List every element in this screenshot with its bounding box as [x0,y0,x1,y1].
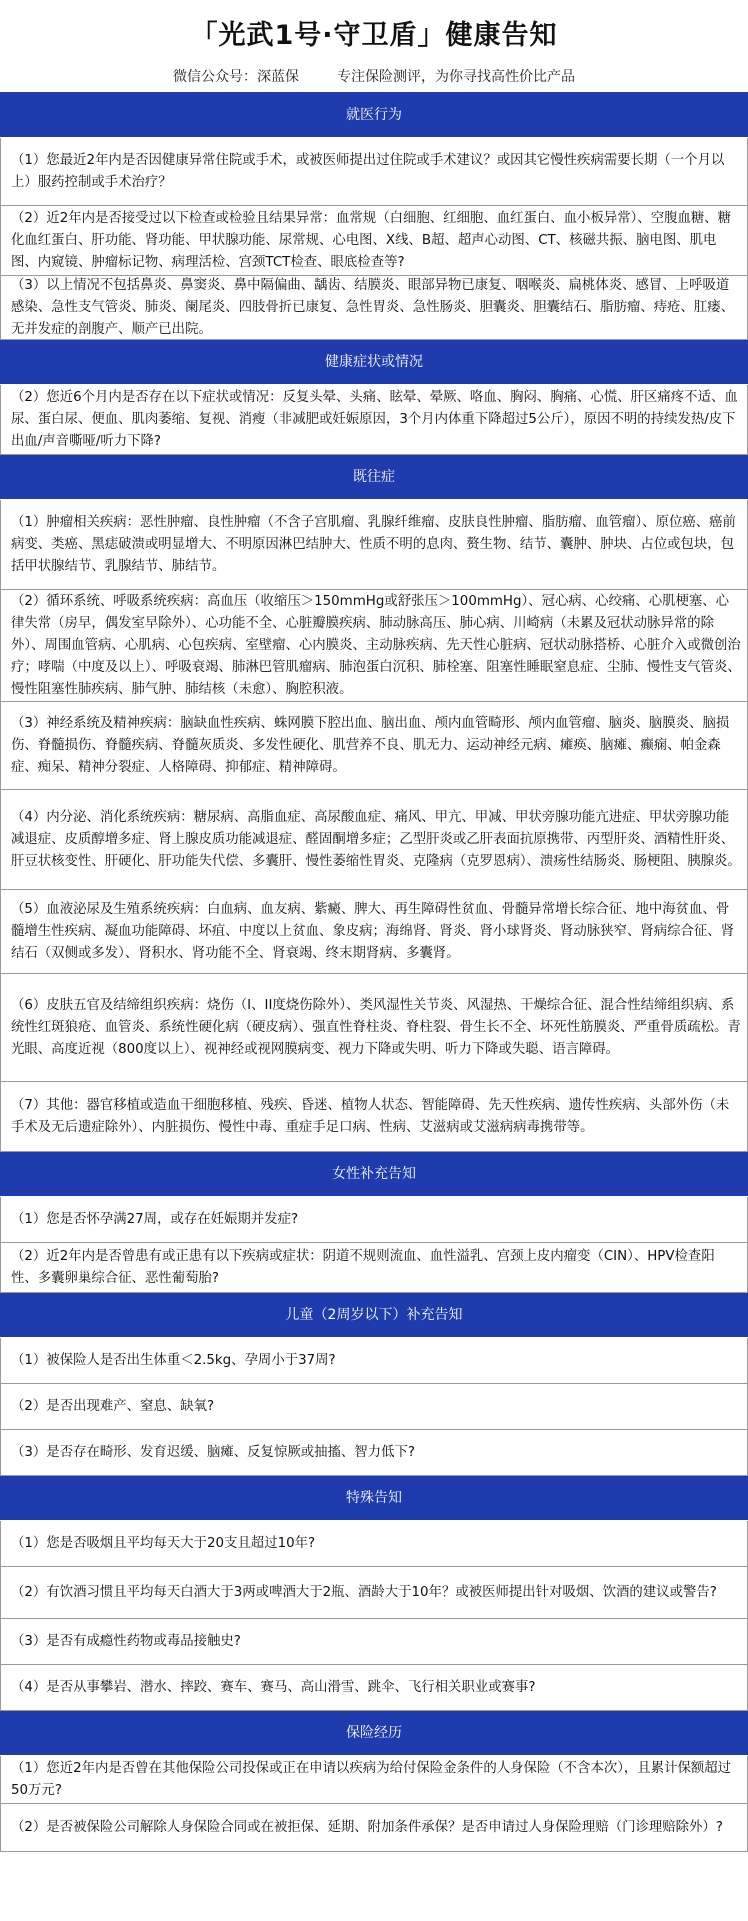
section-header-history: 既往症 [0,455,748,500]
section-header-symptoms: 健康症状或情况 [0,340,748,385]
question-row: （1）您最近2年内是否因健康异常住院或手术，或被医师提出过住院或手术建议？或因其它慢性疾病需要长期（一个月以上）服药控制或手术治疗？ [0,138,748,206]
question-row: （3）以上情况不包括鼻炎、鼻窦炎、鼻中隔偏曲、龋齿、结膜炎、眼部异物已康复、咽喉炎、扁桃体炎、感冒、上呼吸道感染、急性支气管炎、肺炎、阑尾炎、四肢骨折已康复、急性胃炎、急性肠炎、胆囊炎、胆囊结石、脂肪瘤、痔疮、肛瘘、无并发症的剖腹产、顺产已出院。 [0,276,748,340]
question-row: （2）是否被保险公司解除人身保险合同或在被拒保、延期、附加条件承保？是否申请过人身保险理赔（门诊理赔除外）? [0,1804,748,1852]
section-header-female: 女性补充告知 [0,1152,748,1197]
wechat-account: 微信公众号：深蓝保 [173,69,299,85]
question-row: （2）近2年内是否接受过以下检查或检验且结果异常：血常规（白细胞、红细胞、血红蛋白、血小板异常）、空腹血糖、糖化血红蛋白、肝功能、肾功能、甲状腺功能、尿常规、心电图、X线、B超、超声心动图、CT、核磁共振、脑电图、肌电图、内窥镜、肿瘤标记物、病理活检、宫颈TCT检查、眼底检查等? [0,206,748,276]
question-row: （1）被保险人是否出生体重＜2.5kg、孕周小于37周? [0,1338,748,1384]
question-row: （1）您是否吸烟且平均每天大于20支且超过10年? [0,1521,748,1567]
question-row: （5）血液泌尿及生殖系统疾病：白血病、血友病、紫癜、脾大、再生障碍性贫血、骨髓异常增长综合征、地中海贫血、骨髓增生性疾病、凝血功能障碍、坏疽、中度以上贫血、象皮病；海绵肾、肾炎、肾小球肾炎、肾动脉狭窄、肾病综合征、肾结石（双侧或多发）、肾积水、肾功能不全、肾衰竭、终末期肾病、多囊肾。 [0,890,748,974]
notice-table [0,92,748,1852]
question-row: （3）是否存在畸形、发育迟缓、脑瘫、反复惊厥或抽搐、智力低下? [0,1430,748,1476]
question-row: （1）肿瘤相关疾病：恶性肿瘤、良性肿瘤（不含子宫肌瘤、乳腺纤维瘤、皮肤良性肿瘤、脂肪瘤、血管瘤）、原位癌、癌前病变、类癌、黑痣破溃或明显增大、不明原因淋巴结肿大、性质不明的息肉、赘生物、结节、囊肿、肿块、占位或包块，包括甲状腺结节、乳腺结节、肺结节。 [0,500,748,590]
page-title: 「光武1号·守卫盾」健康告知 [190,20,558,51]
section-header-medical: 就医行为 [0,93,748,138]
page-subtitle [0,66,748,86]
question-row: （2）循环系统、呼吸系统疾病：高血压（收缩压＞150mmHg或舒张压＞100mmHg）、冠心病、心绞痛、心肌梗塞、心律失常（房早，偶发室早除外）、心功能不全、心脏瓣膜疾病、肺动脉高压、肺心病、川崎病（未累及冠状动脉异常的除外）、周围血管病、心肌病、心包疾病、室壁瘤、心内膜炎、主动脉疾病、先天性心脏病、冠状动脉搭桥、心脏介入或微创治疗；哮喘（中度及以上）、呼吸衰竭、肺淋巴管肌瘤病、肺泡蛋白沉积、肺栓塞、阻塞性睡眠窒息症、尘肺、慢性支气管炎、慢性阻塞性肺疾病、肺气肿、肺结核（未愈）、胸腔积液。 [0,590,748,702]
page-header [0,0,748,92]
section-header-insurance: 保险经历 [0,1711,748,1756]
question-row: （2）近2年内是否曾患有或正患有以下疾病或症状：阴道不规则流血、血性溢乳、宫颈上皮内瘤变（CIN）、HPV检查阳性、多囊卵巢综合征、恶性葡萄胎? [0,1243,748,1293]
question-row: （2）您近6个月内是否存在以下症状或情况：反复头晕、头痛、眩晕、晕厥、咯血、胸闷、胸痛、心慌、肝区痛疼不适、血尿、蛋白尿、便血、肌肉萎缩、复视、消瘦（非减肥或妊娠原因，3个月内体重下降超过5公斤），原因不明的持续发热/皮下出血/声音嘶哑/听力下降? [0,385,748,455]
question-row: （1）您近2年内是否曾在其他保险公司投保或正在申请以疾病为给付保险金条件的人身保险（不含本次），且累计保额超过50万元? [0,1756,748,1804]
question-row: （4）是否从事攀岩、潜水、摔跤、赛车、赛马、高山滑雪、跳伞、飞行相关职业或赛事? [0,1665,748,1711]
question-row: （7）其他：器官移植或造血干细胞移植、残疾、昏迷、植物人状态、智能障碍、先天性疾病、遗传性疾病、头部外伤（未手术及无后遗症除外）、内脏损伤、慢性中毒、重症手足口病、性病、艾滋病或艾滋病病毒携带等。 [0,1082,748,1152]
question-row: （6）皮肤五官及结缔组织疾病：烧伤（I、II度烧伤除外）、类风湿性关节炎、风湿热、干燥综合征、混合性结缔组织病、系统性红斑狼疮、血管炎、系统性硬化病（硬皮病）、强直性脊柱炎、脊柱裂、骨生长不全、坏死性筋膜炎、严重骨质疏松。青光眼、高度近视（800度以上）、视神经或视网膜病变、视力下降或失明、听力下降或失聪、语言障碍。 [0,974,748,1082]
question-row: （3）是否有成瘾性药物或毒品接触史? [0,1619,748,1665]
section-header-special: 特殊告知 [0,1476,748,1521]
question-row: （2）有饮酒习惯且平均每天白酒大于3两或啤酒大于2瓶、酒龄大于10年？或被医师提出针对吸烟、饮酒的建议或警告? [0,1567,748,1619]
slogan: 专注保险测评，为你寻找高性价比产品 [337,69,575,85]
question-row: （4）内分泌、消化系统疾病：糖尿病、高脂血症、高尿酸血症、痛风、甲亢、甲减、甲状旁腺功能亢进症、甲状旁腺功能减退症、皮质醇增多症、肾上腺皮质功能减退症、醛固酮增多症；乙型肝炎或乙肝表面抗原携带、丙型肝炎、酒精性肝炎、肝豆状核变性、肝硬化、肝功能失代偿、多囊肝、慢性萎缩性胃炎、克隆病（克罗恩病）、溃疡性结肠炎、肠梗阻、胰腺炎。 [0,790,748,890]
question-row: （2）是否出现难产、窒息、缺氧? [0,1384,748,1430]
section-header-children: 儿童（2周岁以下）补充告知 [0,1293,748,1338]
question-row: （1）您是否怀孕满27周，或存在妊娠期并发症? [0,1197,748,1243]
question-row: （3）神经系统及精神疾病：脑缺血性疾病、蛛网膜下腔出血、脑出血、颅内血管畸形、颅内血管瘤、脑炎、脑膜炎、脑损伤、脊髓损伤、脊髓疾病、脊髓灰质炎、多发性硬化、肌营养不良、肌无力、运动神经元病、瘫痪、脑瘫、癫痫、帕金森症、痴呆、精神分裂症、人格障碍、抑郁症、精神障碍。 [0,702,748,790]
